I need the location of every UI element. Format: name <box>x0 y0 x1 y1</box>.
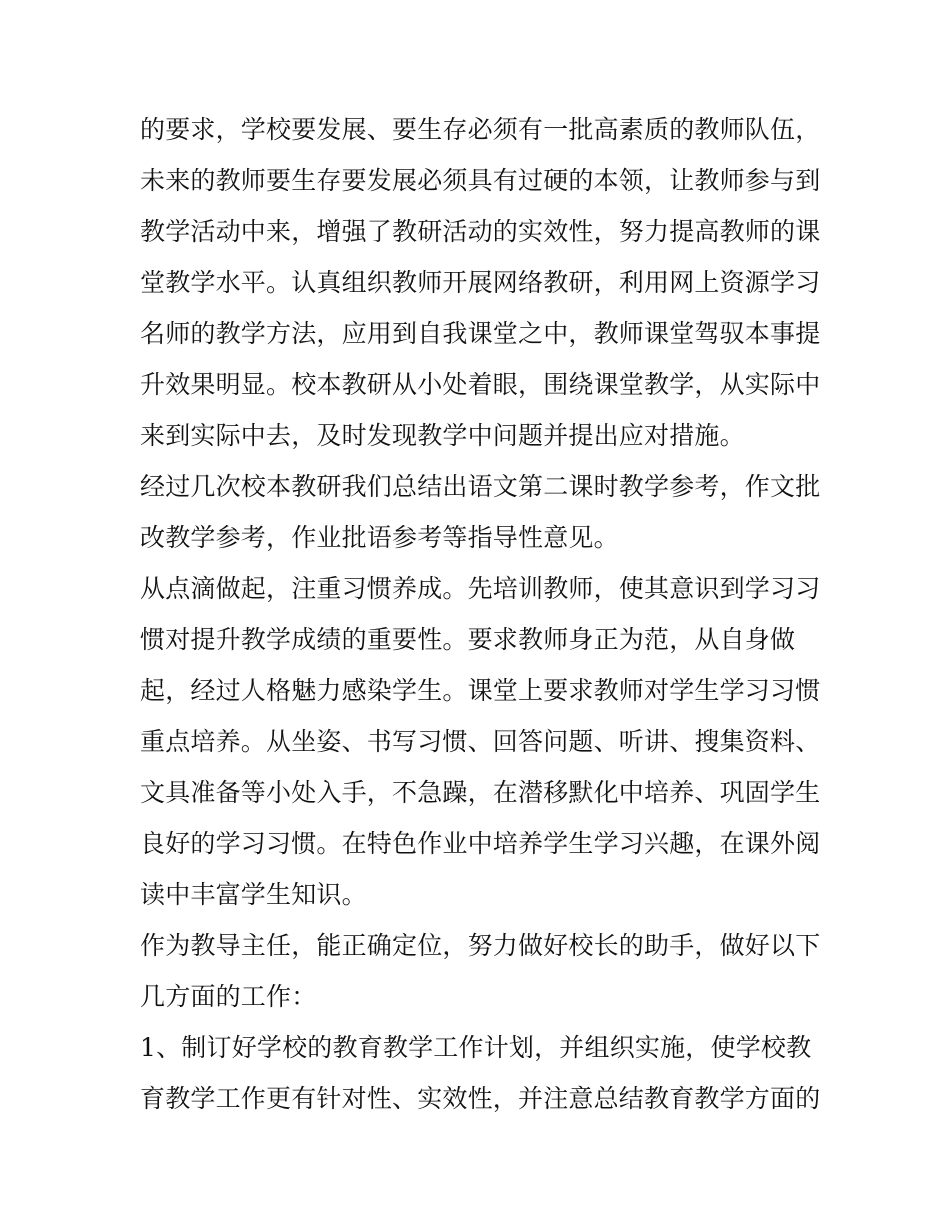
text-line: 读中丰富学生知识。 <box>140 880 367 909</box>
document-body <box>140 104 830 1124</box>
text-line: 改教学参考，作业批语参考等指导性意见。 <box>140 523 619 552</box>
text-line: 升效果明显。校本教研从小处着眼，围绕课堂教学，从实际中 <box>140 370 821 399</box>
text-line: 重点培养。从坐姿、书写习惯、回答问题、听讲、搜集资料、 <box>140 727 821 756</box>
text-line: 几方面的工作： <box>140 982 317 1011</box>
text-line: 起，经过人格魅力感染学生。课堂上要求教师对学生学习习惯 <box>140 676 821 705</box>
text-line: 未来的教师要生存要发展必须具有过硬的本领，让教师参与到 <box>140 166 821 195</box>
text-line: 作为教导主任，能正确定位，努力做好校长的助手，做好以下 <box>140 931 821 960</box>
paragraph-3 <box>140 563 830 920</box>
paragraph-5 <box>140 1022 830 1124</box>
text-line: 育教学工作更有针对性、实效性，并注意总结教育教学方面的 <box>140 1084 821 1113</box>
text-line: 经过几次校本教研我们总结出语文第二课时教学参考，作文批 <box>140 472 821 501</box>
text-line: 堂教学水平。认真组织教师开展网络教研，利用网上资源学习 <box>140 268 821 297</box>
text-line: 教学活动中来，增强了教研活动的实效性，努力提高教师的课 <box>140 217 821 246</box>
text-line: 来到实际中去，及时发现教学中问题并提出应对措施。 <box>140 421 745 450</box>
text-line: 从点滴做起，注重习惯养成。先培训教师，使其意识到学习习 <box>140 574 821 603</box>
text-line: 惯对提升教学成绩的重要性。要求教师身正为范，从自身做 <box>140 625 796 654</box>
paragraph-2 <box>140 461 830 563</box>
text-line: 的要求，学校要发展、要生存必须有一批高素质的教师队伍， <box>140 115 821 144</box>
paragraph-4 <box>140 920 830 1022</box>
text-line: 文具准备等小处入手，不急躁，在潜移默化中培养、巩固学生 <box>140 778 821 807</box>
text-line: 名师的教学方法，应用到自我课堂之中，教师课堂驾驭本事提 <box>140 319 821 348</box>
text-line: 良好的学习习惯。在特色作业中培养学生学习兴趣，在课外阅 <box>140 829 821 858</box>
text-line: 1、制订好学校的教育教学工作计划，并组织实施，使学校教 <box>140 1033 812 1062</box>
paragraph-1 <box>140 104 830 461</box>
